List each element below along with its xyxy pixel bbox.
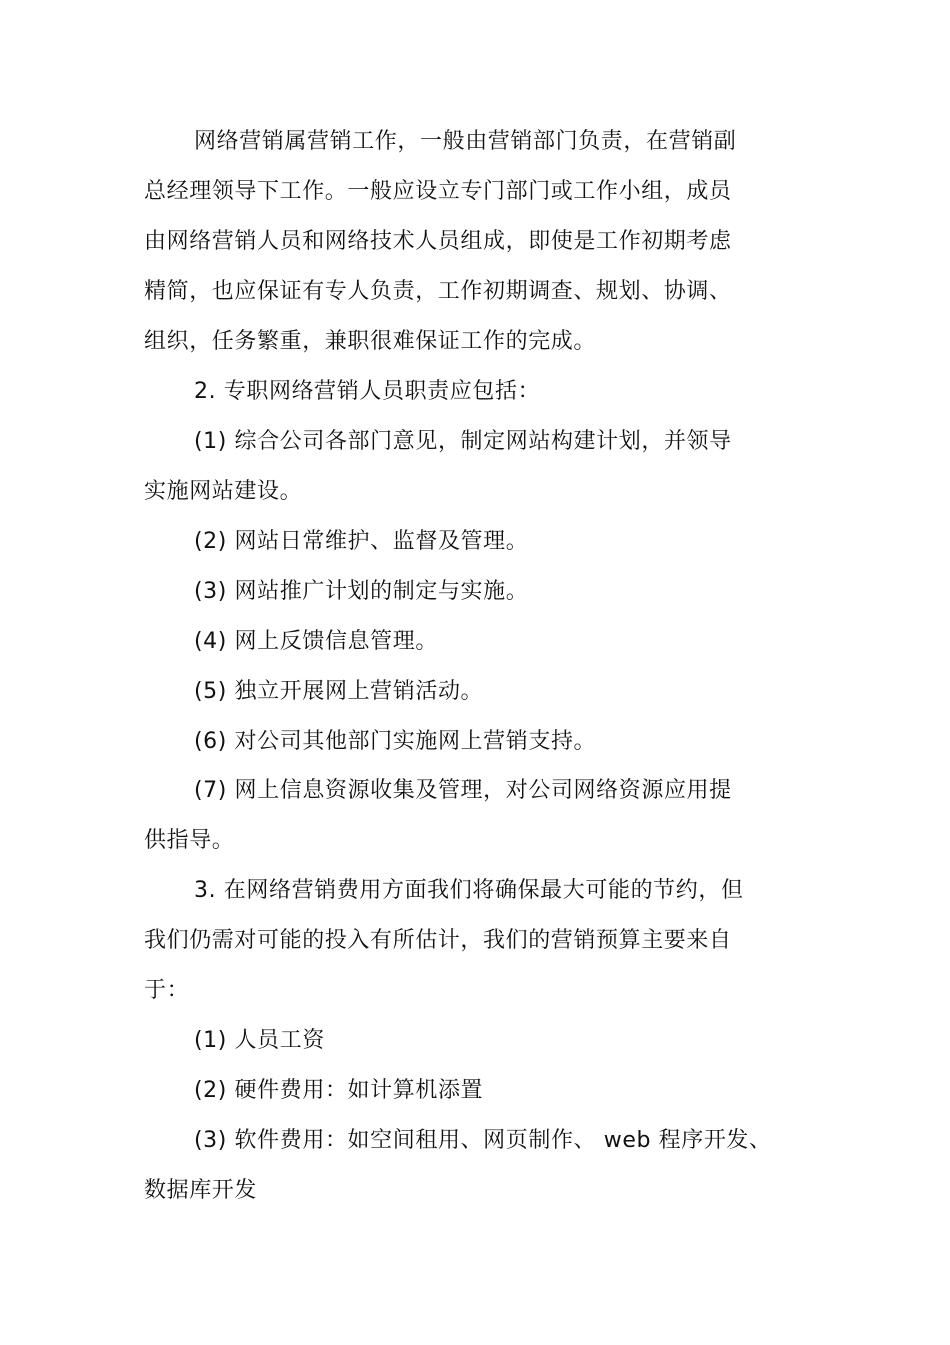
paragraph-line: 精简，也应保证有专人负责，工作初期调查、规划、协调、 <box>144 279 732 304</box>
list-item: (5) 独立开展网上营销活动。 <box>194 679 484 704</box>
list-item: (3) 软件费用：如空间租用、网页制作、 web 程序开发、 <box>194 1128 772 1153</box>
section-heading: 3. 在网络营销费用方面我们将确保最大可能的节约，但 <box>194 878 744 903</box>
list-item: (6) 对公司其他部门实施网上营销支持。 <box>194 729 597 754</box>
list-item: (4) 网上反馈信息管理。 <box>194 629 438 654</box>
list-item: (3) 网站推广计划的制定与实施。 <box>194 579 529 604</box>
list-item: (1) 人员工资 <box>194 1028 325 1053</box>
paragraph-line: 我们仍需对可能的投入有所估计，我们的营销预算主要来自 <box>144 928 732 953</box>
paragraph-line: 网络营销属营销工作，一般由营销部门负责，在营销副 <box>194 129 737 154</box>
list-item-continuation: 数据库开发 <box>144 1178 258 1203</box>
list-item-continuation: 实施网站建设。 <box>144 479 303 504</box>
list-item-continuation: 供指导。 <box>144 828 235 853</box>
paragraph-line: 由网络营销人员和网络技术人员组成，即使是工作初期考虑 <box>144 229 732 254</box>
list-item: (7) 网上信息资源收集及管理，对公司网络资源应用提 <box>194 778 732 803</box>
list-item: (2) 网站日常维护、监督及管理。 <box>194 529 529 554</box>
paragraph-line: 于： <box>144 978 190 1003</box>
list-item: (1) 综合公司各部门意见，制定网站构建计划，并领导 <box>194 429 732 454</box>
section-heading: 2. 专职网络营销人员职责应包括： <box>194 379 541 404</box>
paragraph-line: 总经理领导下工作。一般应设立专门部门或工作小组，成员 <box>144 179 732 204</box>
paragraph-line: 组织，任务繁重，兼职很难保证工作的完成。 <box>144 329 597 354</box>
list-item: (2) 硬件费用：如计算机添置 <box>194 1078 484 1103</box>
